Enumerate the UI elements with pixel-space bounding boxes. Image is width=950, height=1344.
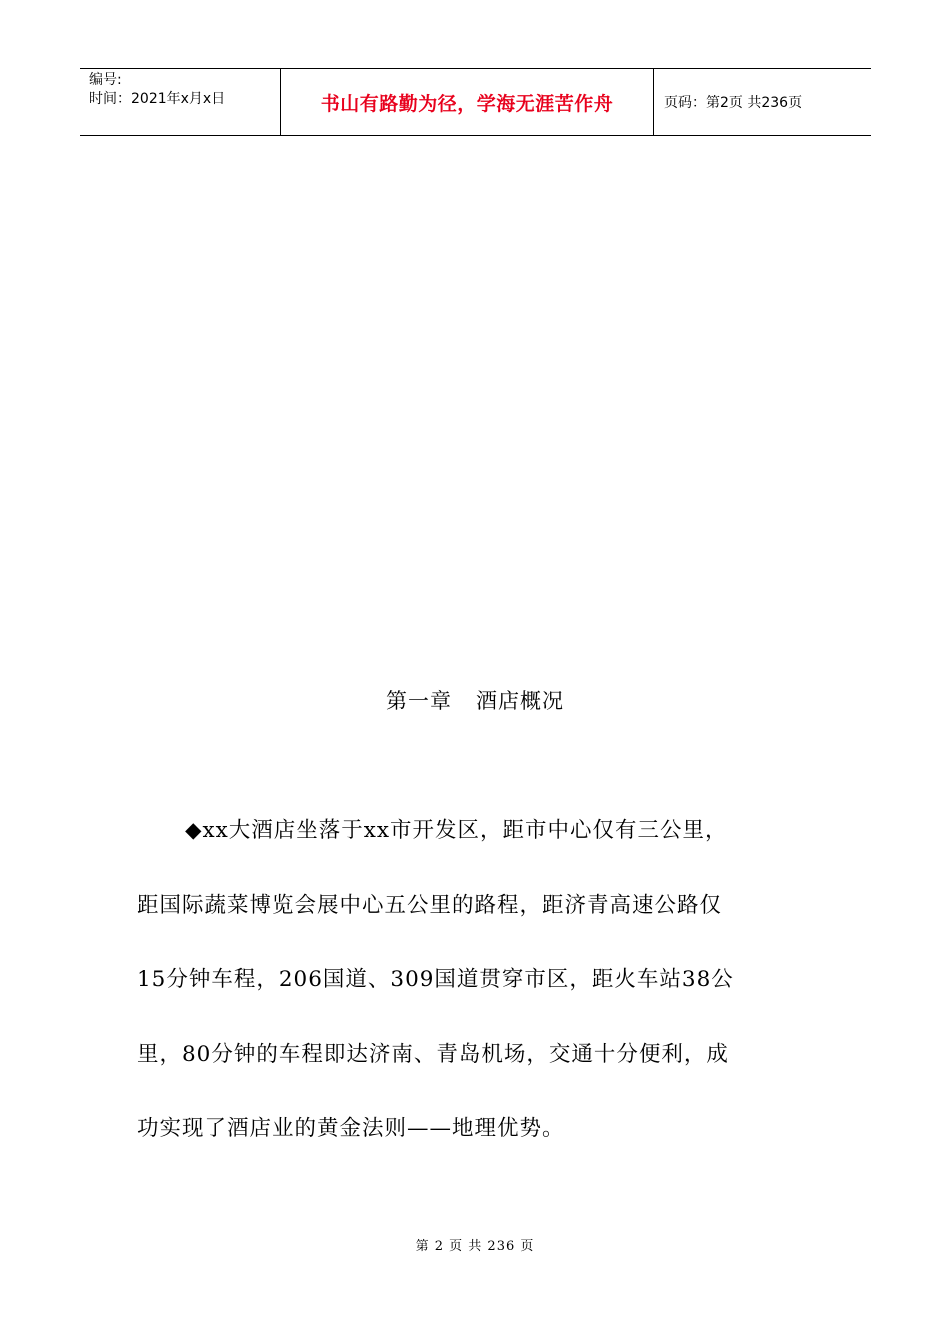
paragraph-line: 里，80分钟的车程即达济南、青岛机场，交通十分便利，成 [137,1041,729,1067]
header-meta-cell [80,69,281,135]
chapter-heading [0,685,950,715]
header-page-cell [654,69,871,135]
header-page-info: 页码：第2页 共236页 [664,95,803,111]
header-motto: 书山有路勤为径，学海无涯苦作舟 [320,92,614,115]
paragraph-line: 功实现了酒店业的黄金法则——地理优势。 [137,1116,565,1141]
page-footer: 第 2 页 共 236 页 [415,1239,535,1254]
page-header [80,68,871,136]
chapter-number: 第一章 [386,689,452,713]
header-motto-cell [281,69,654,135]
paragraph-line: 15分钟车程，206国道、309国道贯穿市区，距火车站38公 [137,967,734,992]
paragraph-line: 距国际蔬菜博览会展中心五公里的路程，距济青高速公路仅 [137,892,723,918]
body-paragraph [137,810,827,1183]
document-date-label: 时间：2021年x月x日 [89,91,226,107]
paragraph-line: ◆xx大酒店坐落于xx市开发区，距市中心仅有三公里， [185,818,728,843]
document-number-label: 编号: [89,72,122,88]
chapter-name: 酒店概况 [476,689,564,713]
